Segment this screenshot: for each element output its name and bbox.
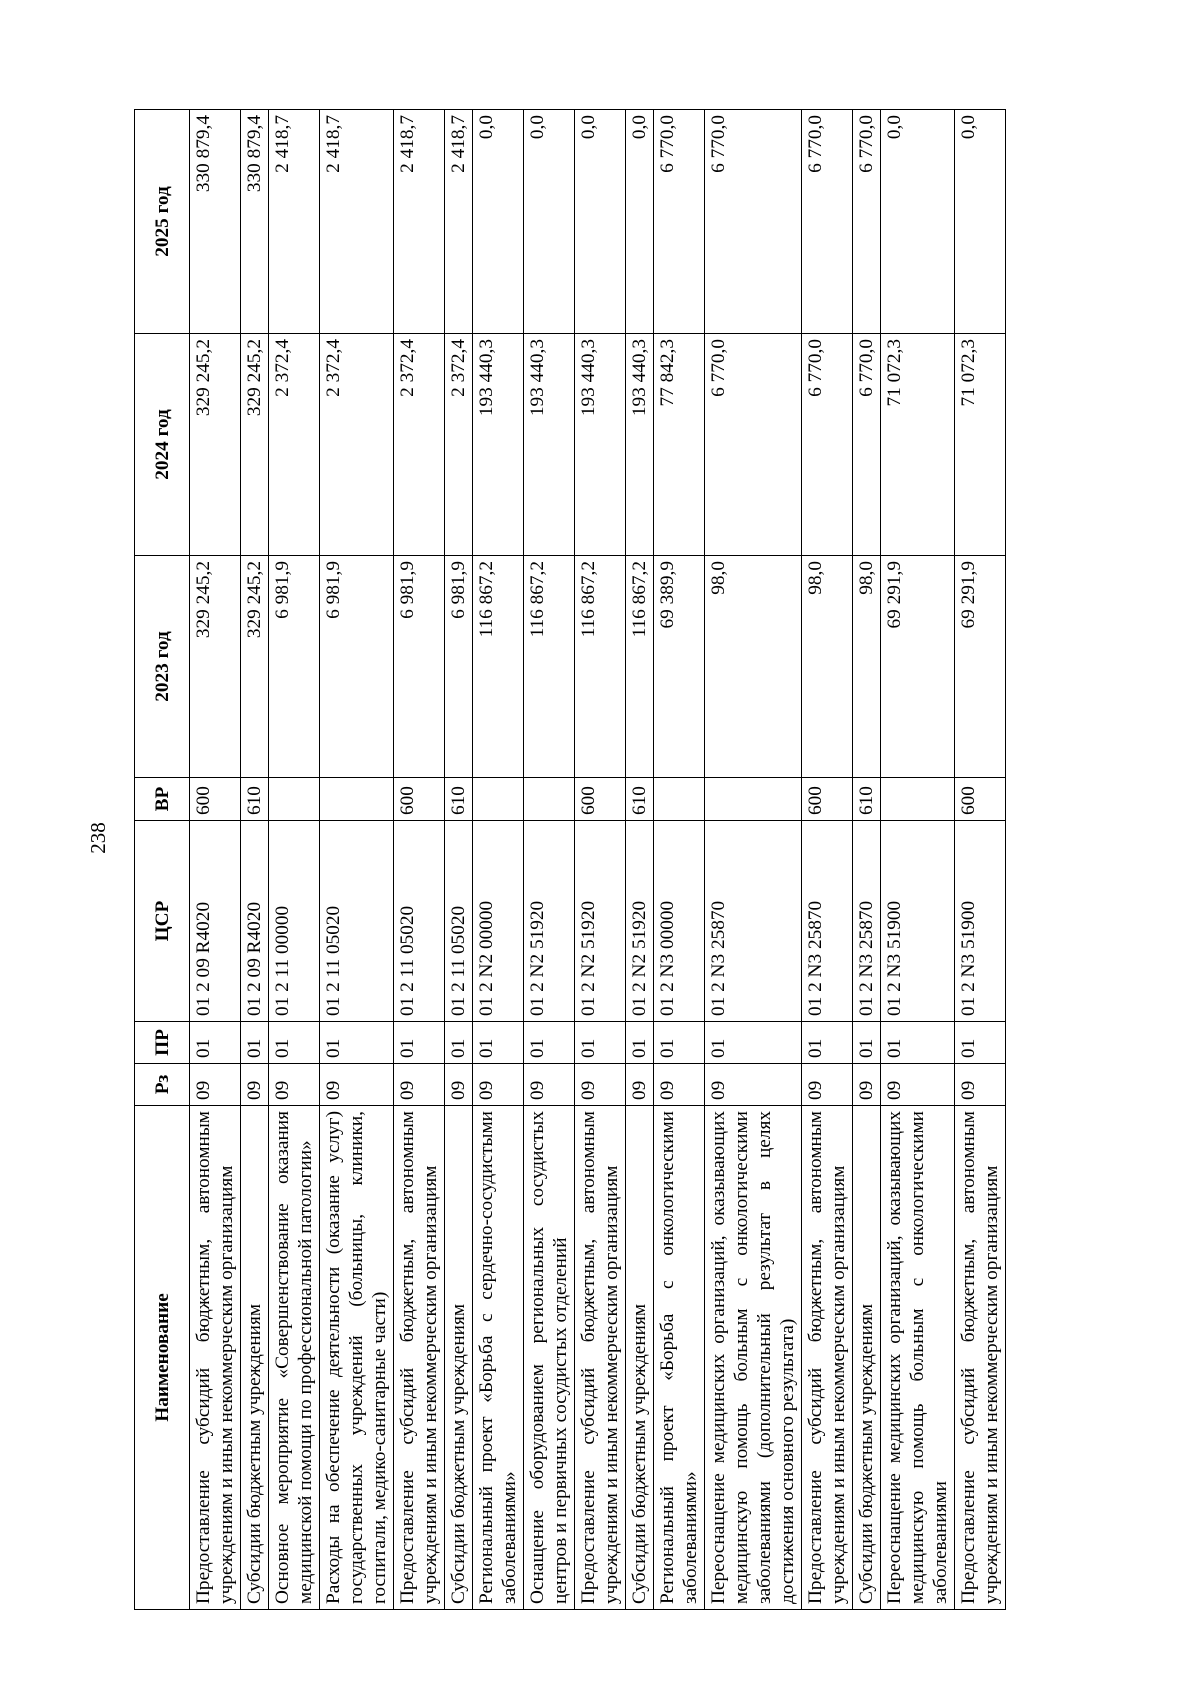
cell-2023: 116 867,2	[524, 556, 575, 778]
cell-2024: 193 440,3	[524, 334, 575, 556]
cell-vr: 610	[626, 778, 654, 821]
cell-vr: 600	[802, 778, 853, 821]
cell-rz: 09	[320, 1064, 394, 1106]
table-row	[320, 110, 394, 1610]
cell-pr: 01	[881, 1022, 955, 1064]
cell-2023: 98,0	[802, 556, 853, 778]
cell-vr: 600	[190, 778, 241, 821]
header-name: Наименование	[135, 1106, 190, 1610]
cell-vr	[881, 778, 955, 821]
cell-vr: 600	[955, 778, 1006, 821]
cell-vr: 610	[445, 778, 473, 821]
cell-2024: 2 372,4	[394, 334, 445, 556]
table-row	[705, 110, 802, 1610]
cell-name: Оснащение оборудованием региональных сосудистых центров и первичных сосудистых отделений	[524, 1106, 575, 1610]
cell-2025: 0,0	[524, 110, 575, 334]
cell-csr: 01 2 09 R4020	[241, 821, 269, 1022]
table-row	[654, 110, 705, 1610]
cell-name: Региональный проект «Борьба с онкологическими заболеваниями»	[654, 1106, 705, 1610]
cell-rz: 09	[654, 1064, 705, 1106]
cell-2025: 0,0	[955, 110, 1006, 334]
cell-2023: 6 981,9	[269, 556, 320, 778]
cell-2024: 2 372,4	[320, 334, 394, 556]
table-row	[269, 110, 320, 1610]
cell-name: Субсидии бюджетным учреждениям	[445, 1106, 473, 1610]
cell-pr: 01	[394, 1022, 445, 1064]
cell-name: Расходы на обеспечение деятельности (оказание услуг) государственных учреждений (больницы, клиники, госпитали, медико-санитарные части)	[320, 1106, 394, 1610]
cell-csr: 01 2 11 05020	[320, 821, 394, 1022]
cell-pr: 01	[320, 1022, 394, 1064]
cell-2025: 330 879,4	[190, 110, 241, 334]
cell-name: Основное мероприятие «Совершенствование оказания медицинской помощи по профессиональной патологии»	[269, 1106, 320, 1610]
cell-2023: 69 291,9	[881, 556, 955, 778]
cell-2023: 329 245,2	[241, 556, 269, 778]
cell-2025: 2 418,7	[269, 110, 320, 334]
table-row	[445, 110, 473, 1610]
cell-name: Предоставление субсидий бюджетным, автономным учреждениям и иным некоммерческим организациям	[575, 1106, 626, 1610]
cell-2024: 6 770,0	[853, 334, 881, 556]
table-row	[575, 110, 626, 1610]
cell-2023: 329 245,2	[190, 556, 241, 778]
cell-pr: 01	[575, 1022, 626, 1064]
cell-pr: 01	[241, 1022, 269, 1064]
cell-rz: 09	[626, 1064, 654, 1106]
cell-2023: 69 291,9	[955, 556, 1006, 778]
table-header-row	[135, 110, 190, 1610]
cell-vr: 610	[241, 778, 269, 821]
header-2025: 2025 год	[135, 110, 190, 334]
table-row	[853, 110, 881, 1610]
cell-2025: 6 770,0	[654, 110, 705, 334]
table-row	[524, 110, 575, 1610]
cell-rz: 09	[524, 1064, 575, 1106]
cell-rz: 09	[241, 1064, 269, 1106]
cell-pr: 01	[473, 1022, 524, 1064]
table-row	[241, 110, 269, 1610]
cell-2024: 6 770,0	[705, 334, 802, 556]
cell-pr: 01	[269, 1022, 320, 1064]
cell-2024: 71 072,3	[881, 334, 955, 556]
cell-name: Субсидии бюджетным учреждениям	[626, 1106, 654, 1610]
header-2024: 2024 год	[135, 334, 190, 556]
cell-rz: 09	[802, 1064, 853, 1106]
cell-2025: 0,0	[575, 110, 626, 334]
cell-vr	[269, 778, 320, 821]
cell-2025: 0,0	[626, 110, 654, 334]
cell-2023: 116 867,2	[473, 556, 524, 778]
cell-rz: 09	[473, 1064, 524, 1106]
cell-pr: 01	[626, 1022, 654, 1064]
cell-rz: 09	[190, 1064, 241, 1106]
cell-2024: 71 072,3	[955, 334, 1006, 556]
cell-2024: 77 842,3	[654, 334, 705, 556]
cell-csr: 01 2 09 R4020	[190, 821, 241, 1022]
cell-pr: 01	[654, 1022, 705, 1064]
cell-name: Переоснащение медицинских организаций, оказывающих медицинскую помощь больным с онкологическими заболеваниями (дополнительный результат в целях достижения основного результата)	[705, 1106, 802, 1610]
cell-name: Предоставление субсидий бюджетным, автономным учреждениям и иным некоммерческим организациям	[394, 1106, 445, 1610]
cell-2024: 193 440,3	[575, 334, 626, 556]
table-row	[881, 110, 955, 1610]
cell-csr: 01 2 N2 51920	[575, 821, 626, 1022]
rotated-table-container	[134, 110, 1064, 1610]
cell-2024: 329 245,2	[190, 334, 241, 556]
cell-name: Региональный проект «Борьба с сердечно-сосудистыми заболеваниями»	[473, 1106, 524, 1610]
cell-2025: 2 418,7	[394, 110, 445, 334]
cell-csr: 01 2 N3 25870	[802, 821, 853, 1022]
cell-pr: 01	[190, 1022, 241, 1064]
cell-2023: 6 981,9	[394, 556, 445, 778]
cell-name: Предоставление субсидий бюджетным, автономным учреждениям и иным некоммерческим организациям	[190, 1106, 241, 1610]
table-row	[802, 110, 853, 1610]
cell-csr: 01 2 N3 51900	[955, 821, 1006, 1022]
cell-vr	[524, 778, 575, 821]
cell-csr: 01 2 N2 51920	[524, 821, 575, 1022]
cell-name: Предоставление субсидий бюджетным, автономным учреждениям и иным некоммерческим организациям	[802, 1106, 853, 1610]
cell-2025: 6 770,0	[705, 110, 802, 334]
header-vr: ВР	[135, 778, 190, 821]
cell-csr: 01 2 N3 25870	[705, 821, 802, 1022]
cell-2023: 98,0	[705, 556, 802, 778]
cell-2025: 330 879,4	[241, 110, 269, 334]
cell-pr: 01	[955, 1022, 1006, 1064]
cell-name: Субсидии бюджетным учреждениям	[241, 1106, 269, 1610]
cell-2024: 329 245,2	[241, 334, 269, 556]
header-csr: ЦСР	[135, 821, 190, 1022]
cell-2024: 2 372,4	[269, 334, 320, 556]
budget-table	[134, 109, 1006, 1610]
cell-rz: 09	[853, 1064, 881, 1106]
cell-csr: 01 2 N2 51920	[626, 821, 654, 1022]
cell-vr	[473, 778, 524, 821]
cell-2024: 2 372,4	[445, 334, 473, 556]
header-2023: 2023 год	[135, 556, 190, 778]
table-row	[473, 110, 524, 1610]
table-row	[626, 110, 654, 1610]
cell-vr	[320, 778, 394, 821]
cell-csr: 01 2 N3 51900	[881, 821, 955, 1022]
cell-2023: 116 867,2	[575, 556, 626, 778]
header-pr: ПР	[135, 1022, 190, 1064]
table-row	[955, 110, 1006, 1610]
cell-2023: 6 981,9	[320, 556, 394, 778]
cell-vr	[654, 778, 705, 821]
cell-csr: 01 2 N3 00000	[654, 821, 705, 1022]
cell-2023: 69 389,9	[654, 556, 705, 778]
cell-rz: 09	[955, 1064, 1006, 1106]
cell-pr: 01	[853, 1022, 881, 1064]
cell-2025: 6 770,0	[802, 110, 853, 334]
cell-2025: 6 770,0	[853, 110, 881, 334]
cell-rz: 09	[575, 1064, 626, 1106]
table-body	[190, 110, 1006, 1610]
cell-csr: 01 2 11 00000	[269, 821, 320, 1022]
cell-2025: 2 418,7	[320, 110, 394, 334]
table-row	[190, 110, 241, 1610]
cell-vr: 610	[853, 778, 881, 821]
cell-rz: 09	[394, 1064, 445, 1106]
cell-rz: 09	[269, 1064, 320, 1106]
cell-2023: 116 867,2	[626, 556, 654, 778]
cell-name: Субсидии бюджетным учреждениям	[853, 1106, 881, 1610]
cell-rz: 09	[881, 1064, 955, 1106]
cell-vr: 600	[394, 778, 445, 821]
cell-2023: 98,0	[853, 556, 881, 778]
cell-pr: 01	[445, 1022, 473, 1064]
cell-2025: 2 418,7	[445, 110, 473, 334]
cell-2025: 0,0	[881, 110, 955, 334]
cell-rz: 09	[445, 1064, 473, 1106]
cell-name: Предоставление субсидий бюджетным, автономным учреждениям и иным некоммерческим организациям	[955, 1106, 1006, 1610]
cell-pr: 01	[802, 1022, 853, 1064]
cell-csr: 01 2 N3 25870	[853, 821, 881, 1022]
header-rz: Рз	[135, 1064, 190, 1106]
cell-pr: 01	[705, 1022, 802, 1064]
cell-2024: 6 770,0	[802, 334, 853, 556]
cell-2025: 0,0	[473, 110, 524, 334]
cell-vr: 600	[575, 778, 626, 821]
page-number: 238	[86, 822, 110, 854]
cell-csr: 01 2 11 05020	[394, 821, 445, 1022]
cell-2024: 193 440,3	[473, 334, 524, 556]
cell-vr	[705, 778, 802, 821]
cell-rz: 09	[705, 1064, 802, 1106]
cell-2024: 193 440,3	[626, 334, 654, 556]
cell-csr: 01 2 11 05020	[445, 821, 473, 1022]
cell-name: Переоснащение медицинских организаций, оказывающих медицинскую помощь больным с онкологическими заболеваниями	[881, 1106, 955, 1610]
table-row	[394, 110, 445, 1610]
cell-csr: 01 2 N2 00000	[473, 821, 524, 1022]
cell-pr: 01	[524, 1022, 575, 1064]
cell-2023: 6 981,9	[445, 556, 473, 778]
